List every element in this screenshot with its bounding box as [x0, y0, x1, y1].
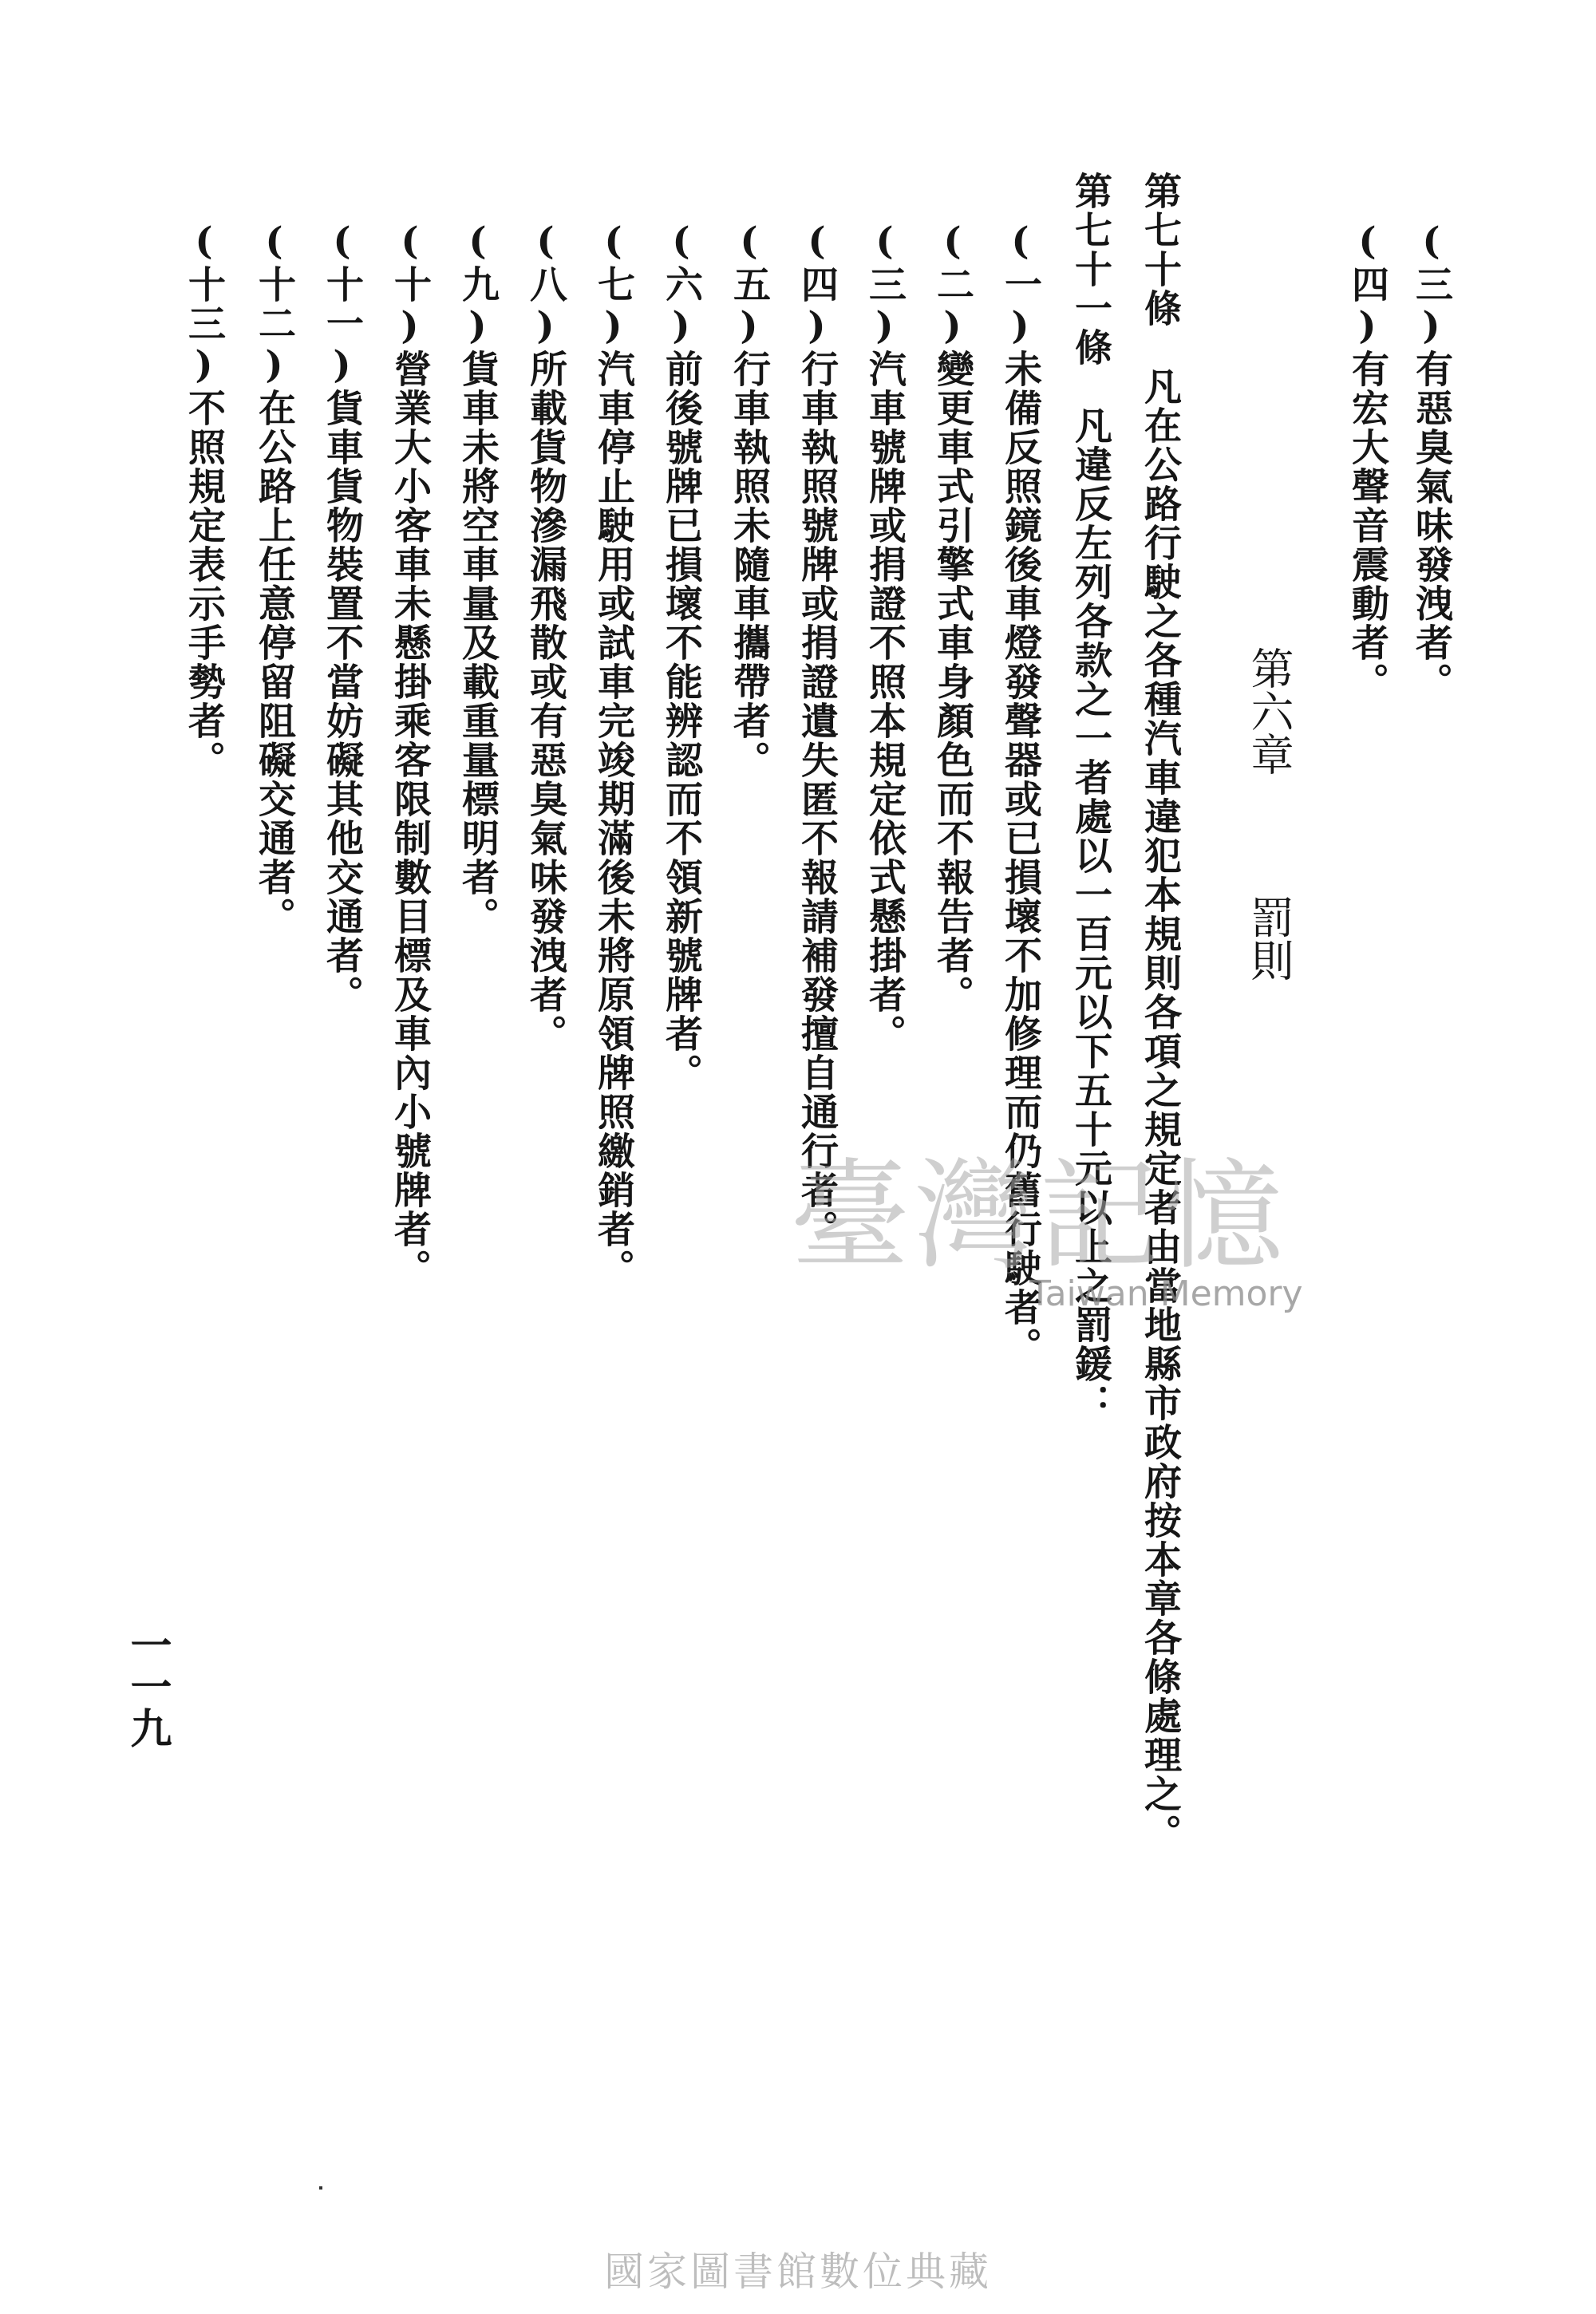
item-text: 行車執照未隨車攜帶者。: [727, 349, 771, 780]
item-text: 所載貨物滲漏飛散或有惡臭氣味發洩者。: [523, 349, 567, 1053]
item-5: [727, 219, 771, 780]
watermark-logo-text: 臺灣記憶: [790, 1147, 1289, 1286]
article-70: [1138, 172, 1182, 1853]
item-text: 前後號牌已損壞不能辨認而不領新號牌者。: [659, 349, 703, 1092]
scan-speck: [319, 2186, 322, 2190]
item-text: 在公路上任意停留阻礙交通者。: [252, 389, 296, 936]
item-marker: (九): [456, 219, 500, 349]
item-11: [320, 219, 364, 1014]
item-10: [388, 219, 432, 1288]
item-marker: (十二): [252, 219, 296, 389]
item-text: 貨車未將空車量及載重量標明者。: [456, 349, 500, 936]
item-13: [182, 219, 226, 780]
item-9: [456, 219, 500, 936]
item-marker: (三): [1409, 219, 1453, 349]
item-3: [863, 219, 907, 1053]
item-8: [523, 219, 567, 1053]
item-marker: (八): [523, 219, 567, 349]
item-three-top: [1409, 219, 1453, 701]
chapter-title: 罰則: [1244, 895, 1294, 981]
article-text: 第七十條 凡在公路行駛之各種汽車違犯本規則各項之規定者由當地縣市政府按本章各條處理之。: [1138, 172, 1182, 1853]
item-text: 不照規定表示手勢者。: [182, 389, 226, 780]
watermark-english-text: Taiwan Memory: [1029, 1273, 1303, 1314]
item-text: 未備反照鏡後車燈發聲器或已損壞不加修理而仍舊行駛者。: [998, 349, 1042, 1366]
item-marker: (一): [998, 219, 1042, 349]
item-marker: (三): [863, 219, 907, 349]
item-text: 行車執照號牌或捐證遺失匿不報請補發擅自通行者。: [795, 349, 839, 1249]
item-marker: (四): [1345, 219, 1389, 349]
item-marker: (四): [795, 219, 839, 349]
item-marker: (二): [930, 219, 974, 349]
article-text: 第七十一條 凡違反左列各款之一者處以一百元以下五十元以上之罰鍰：: [1069, 172, 1112, 1423]
item-text: 營業大小客車未懸掛乘客限制數目標及車內小號牌者。: [388, 349, 432, 1288]
item-marker: (六): [659, 219, 703, 349]
item-4: [795, 219, 839, 1249]
item-text: 汽車停止駛用或試車完竣期滿後未將原領牌照繳銷者。: [591, 349, 635, 1288]
page-number: 一一九: [123, 1624, 172, 1748]
item-text: 貨車貨物裝置不當妨礙其他交通者。: [320, 389, 364, 1014]
chapter-number: 第六章: [1244, 646, 1294, 776]
watermark: [790, 1147, 1303, 1341]
article-71: [1069, 172, 1112, 1423]
footer-archive-label: 國家圖書館數位典藏: [604, 2249, 992, 2295]
item-four-top: [1345, 219, 1389, 701]
item-12: [252, 219, 296, 936]
item-text: 汽車號牌或捐證不照本規定依式懸掛者。: [863, 349, 907, 1053]
item-text: 有惡臭氣味發洩者。: [1409, 349, 1453, 701]
item-marker: (十三): [182, 219, 226, 389]
item-marker: (五): [727, 219, 771, 349]
item-marker: (十): [388, 219, 432, 349]
item-text: 變更車式引擎式車身顏色而不報告者。: [930, 349, 974, 1014]
item-text: 有宏大聲音震動者。: [1345, 349, 1389, 701]
item-1: [998, 219, 1042, 1366]
item-marker: (十一): [320, 219, 364, 389]
item-marker: (七): [591, 219, 635, 349]
chapter-heading: [1244, 646, 1294, 981]
item-6: [659, 219, 703, 1092]
item-2: [930, 219, 974, 1014]
item-7: [591, 219, 635, 1288]
